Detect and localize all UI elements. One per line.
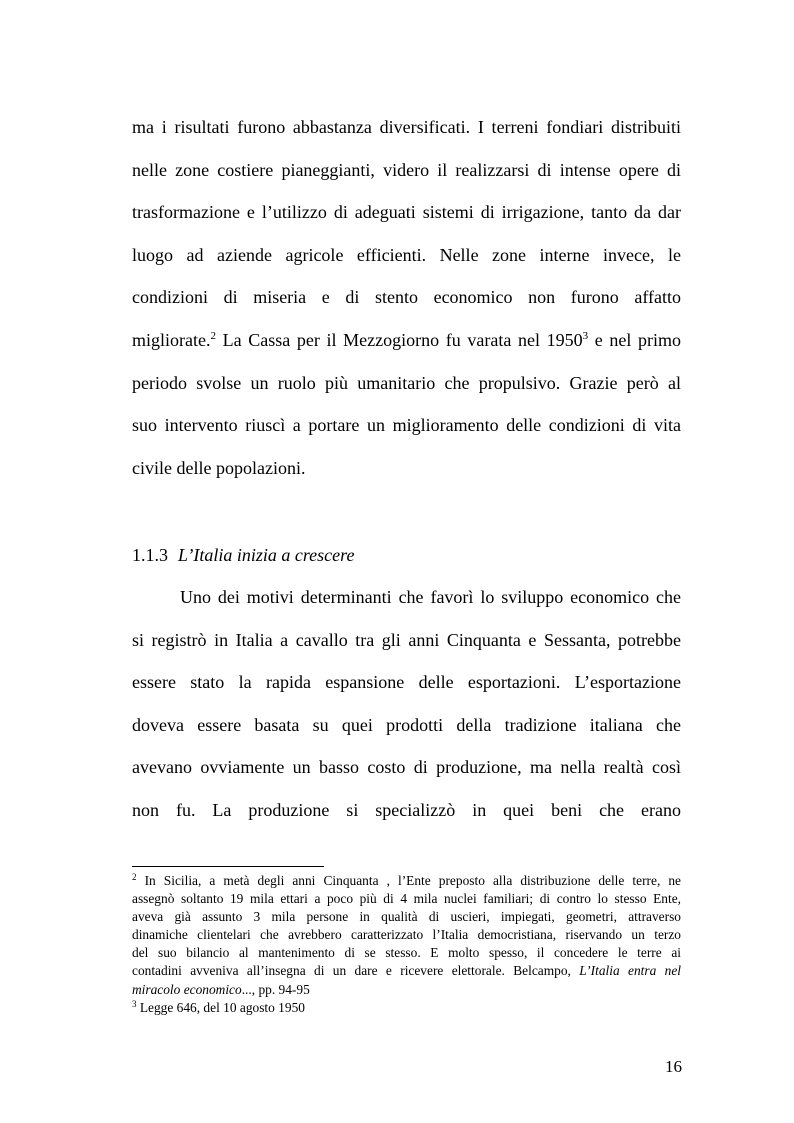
paragraph-line: civile delle popolazioni. [132,457,306,478]
footnote-marker-2: 2 [132,872,137,882]
section-number: 1.1.3 [132,545,168,565]
citation-title: miracolo economico [132,981,242,997]
paragraph-line: suo intervento riuscì a portare un miglioramento delle condizioni di vita [132,415,681,436]
paragraph-line: periodo svolse un ruolo più umanitario che propulsivo. Grazie però al [132,372,681,393]
page-number: 16 [665,1057,682,1076]
paragraph-line: essere stato la rapida espansione delle esportazioni. L’esportazione [132,672,681,693]
footnotes [132,872,681,1017]
text-fragment: La Cassa per il Mezzogiorno fu varata nel 1950 [215,329,583,350]
footnote-2-line [132,962,681,980]
footnote-reference-3: 3 [582,329,589,342]
paragraph-line: ma i risultati furono abbastanza diversificati. I terreni fondiari distribuiti [132,117,681,137]
paragraph-line: si registrò in Italia a cavallo tra gli anni Cinquanta e Sessanta, potrebbe [132,629,681,650]
footnote-2-line [132,981,681,999]
footnote-2-line: aveva già assunto 3 mila persone in qualità di uscieri, impiegati, geometri, attraverso [132,909,681,925]
paragraph-line: condizioni di miseria e di stento economico non furono affatto [132,287,681,308]
section-title: L’Italia inizia a crescere [178,545,355,565]
paragraph-1 [132,106,681,489]
footnote-3-line [132,999,681,1017]
text-fragment: Legge 646, del 10 agosto 1950 [136,999,305,1015]
text-fragment: In Sicilia, a metà degli anni Cinquanta , l’Ente preposto alla distribuzione delle terre, ne [136,873,681,888]
paragraph-line: doveva essere basata su quei prodotti della tradizione italiana che [132,714,681,735]
text-fragment: migliorate. [132,329,211,350]
paragraph-line: avevano ovviamente un basso costo di produzione, ma nella realtà così [132,757,681,778]
footnote-marker-3: 3 [132,998,137,1009]
section-heading [132,540,354,570]
footnote-2-line: assegnò soltanto 19 mila ettari a poco più di 4 mila nuclei familiari; di contro lo stesso Ente, [132,891,681,907]
paragraph-line-with-footnotes [132,319,681,362]
paragraph-line: non fu. La produzione si specializzò in quei beni che erano [132,799,681,820]
paragraph-line: trasformazione e l’utilizzo di adeguati sistemi di irrigazione, tanto da dar [132,202,681,223]
text-fragment: contadini avveniva all’insegna di un dare e ricevere elettorale. Belcampo, [132,963,580,979]
citation-title: L’Italia entra nel [579,963,682,979]
paragraph-line: Uno dei motivi determinanti che favorì lo sviluppo economico che [180,587,681,607]
text-fragment: ..., pp. 94-95 [241,981,310,997]
footnote-2-line: dinamiche clientelari che avrebbero caratterizzato l’Italia democristiana, riservando un terzo [132,927,681,943]
text-fragment: e nel primo [588,329,681,350]
footnote-separator [132,866,324,867]
footnote-2-line: del suo bilancio al mantenimento di se stesso. E molto spesso, il concedere le terre ai [132,945,681,961]
paragraph-2 [132,576,681,832]
footnote-2-line [132,872,681,890]
paragraph-line: nelle zone costiere pianeggianti, videro il realizzarsi di intense opere di [132,159,681,180]
footnote-reference-2: 2 [210,329,216,342]
paragraph-line: luogo ad aziende agricole efficienti. Nelle zone interne invece, le [132,244,681,265]
